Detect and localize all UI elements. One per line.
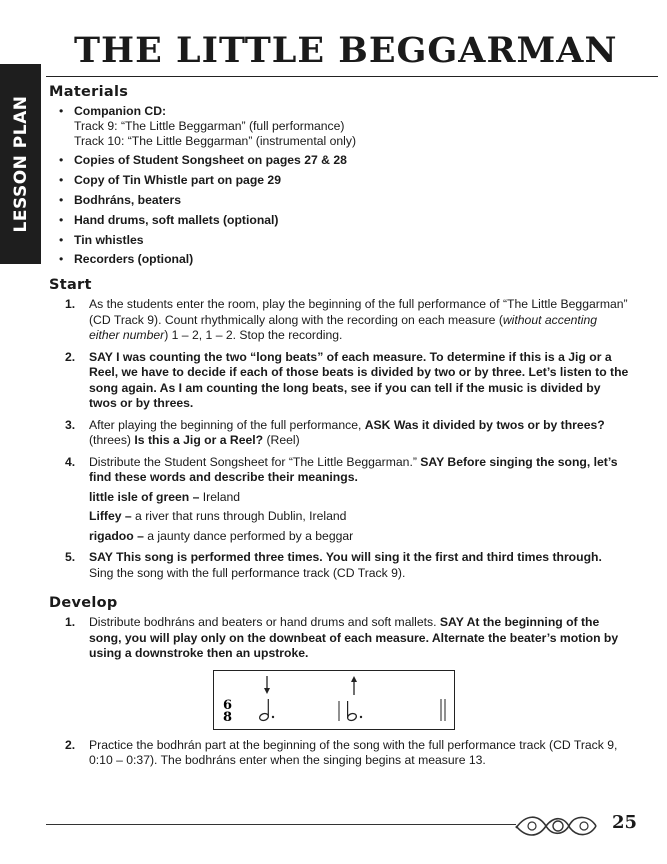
vocab-item (89, 490, 629, 506)
time-sig-bottom: 8 (223, 709, 233, 725)
step-text-bold: Is this a Jig or a Reel? (134, 433, 264, 448)
develop-steps (49, 615, 629, 662)
step-number: 1. (65, 297, 76, 312)
bodhran-notation (213, 670, 455, 730)
step-text: After playing the beginning of the full performance, (89, 417, 365, 432)
vocab-term: rigadoo – (89, 528, 144, 543)
track-9-line: Track 9: “The Little Beggarman” (full performance) (74, 118, 345, 133)
step-text-bold: SAY At the beginning of the song, you will play only on the downbeat of each measure. Alternate the beater’s motion by using a downstroke then an upstroke. (89, 615, 619, 661)
lesson-content (49, 84, 629, 775)
step-text: (Reel) (263, 433, 300, 448)
material-label: Copy of Tin Whistle part on page 29 (74, 173, 281, 188)
page-number: 25 (612, 812, 638, 833)
step-text: Distribute the Student Songsheet for “The Little Beggarman.” (89, 454, 421, 469)
list-item (49, 104, 629, 148)
vocab-item (89, 509, 629, 525)
step-number: 1. (65, 615, 76, 630)
vocab-item (89, 529, 629, 545)
list-item (49, 233, 629, 248)
vocab-term: Liffey – (89, 509, 132, 524)
vocab-def: a river that runs through Dublin, Ireland (131, 509, 347, 524)
step-item (49, 297, 629, 344)
material-label: Companion CD: (74, 104, 167, 118)
vocab-term: little isle of green – (89, 489, 200, 504)
downstroke-arrow-icon (264, 676, 270, 694)
step-number: 2. (65, 737, 76, 752)
step-item (49, 418, 629, 449)
materials-list (49, 104, 629, 267)
step-text: Practice the bodhrán part at the beginning of the song with the full performance track (CD Track 9, 0:10 – 0:37). The bodhráns enter when the singing begins at measure 13. (89, 737, 618, 768)
upstroke-arrow-icon (351, 676, 357, 695)
lesson-plan-label: LESSON PLAN (10, 95, 31, 233)
start-steps (49, 297, 629, 581)
music-staff-figure (214, 671, 454, 729)
step-text: Distribute bodhráns and beaters or hand drums and soft mallets. (89, 615, 440, 630)
final-barline-icon (441, 699, 445, 721)
lesson-plan-tab (0, 64, 41, 264)
step-number: 4. (65, 454, 76, 469)
step-text: As the students enter the room, play the beginning of the full performance of “The Little Beggarman” (CD Track 9). Count rhythmically along with the recording on each measure ( (89, 297, 628, 327)
step-item (49, 350, 629, 412)
step-item (49, 615, 629, 662)
step-number: 3. (65, 417, 76, 432)
material-label: Copies of Student Songsheet on pages 27 & 28 (74, 153, 347, 168)
page-title: THE LITTLE BEGGARMAN (74, 30, 618, 71)
step-text-italic: without accenting either number (89, 312, 598, 343)
vocab-def: a jaunty dance performed by a beggar (143, 528, 354, 543)
material-label: Hand drums, soft mallets (optional) (74, 212, 279, 227)
step-item (49, 455, 629, 545)
step-number: 5. (65, 550, 76, 565)
step-item (49, 738, 629, 769)
step-text-bold: ASK Was it divided by twos or by threes? (364, 417, 605, 432)
step-number: 2. (65, 349, 76, 364)
materials-heading: Materials (49, 84, 129, 100)
title-divider (46, 76, 658, 77)
material-label: Tin whistles (74, 232, 144, 247)
list-item (49, 193, 629, 208)
list-item (49, 252, 629, 267)
list-item (49, 153, 629, 168)
celtic-knot-icon (512, 810, 610, 840)
step-text-bold: SAY I was counting the two “long beats” of each measure. To determine if this is a Jig or a Reel, we have to decide if each of those beats is divided by two or by three. Let’s listen to the song again. As I am counting the long beats, see if you can tell if the music is divided by twos or by threes. (89, 349, 629, 411)
list-item (49, 173, 629, 188)
track-10-line: Track 10: “The Little Beggarman” (instrumental only) (74, 133, 357, 148)
material-label: Bodhráns, beaters (74, 192, 182, 207)
list-item (49, 213, 629, 228)
vocab-def: Ireland (199, 489, 241, 504)
step-text-bold: SAY Before singing the song, let’s find these words and describe their meanings. (89, 454, 618, 485)
step-text: (threes) (89, 433, 135, 448)
step-text-bold: SAY This song is performed three times. You will sing it the first and third times through. (89, 550, 602, 565)
develop-steps-continued (49, 738, 629, 769)
develop-heading: Develop (49, 595, 118, 612)
time-sig-top: 6 (223, 697, 233, 713)
half-note-dotted-icon (259, 699, 275, 722)
material-label: Recorders (optional) (74, 252, 194, 267)
vocab-list (89, 490, 629, 545)
half-note-dotted-icon (347, 701, 363, 722)
step-item (49, 550, 629, 581)
footer-divider (46, 824, 516, 825)
start-heading: Start (49, 277, 92, 294)
step-text: Sing the song with the full performance track (CD Track 9). (89, 565, 406, 580)
step-text: ) 1 – 2, 1 – 2. Stop the recording. (164, 328, 343, 343)
